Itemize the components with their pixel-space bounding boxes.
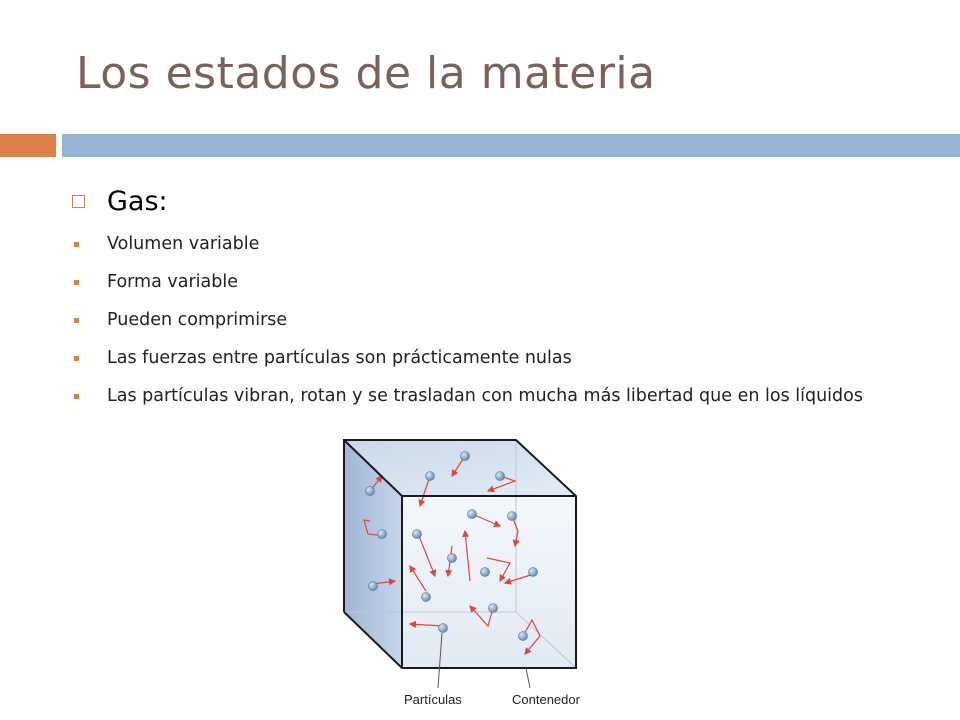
small-square-bullet-icon: [74, 242, 79, 247]
accent-bar-blue: [62, 134, 960, 157]
list-item: Forma variable: [74, 270, 864, 295]
section-heading: [72, 186, 168, 217]
container-label: Contenedor: [512, 692, 580, 707]
list-item: Volumen variable: [74, 232, 864, 257]
small-square-bullet-icon: [74, 394, 79, 399]
small-square-bullet-icon: [74, 356, 79, 361]
small-square-bullet-icon: [74, 280, 79, 285]
accent-bar-orange: [0, 134, 56, 157]
cube-diagram: [340, 436, 590, 716]
particles-label: Partículas: [404, 692, 462, 707]
container-leader-line: [526, 668, 530, 688]
heading-text: Gas:: [107, 186, 168, 217]
small-square-bullet-icon: [74, 318, 79, 323]
list-item: Pueden comprimirse: [74, 308, 864, 333]
gas-container-illustration: [340, 436, 590, 716]
list-item: Las fuerzas entre partículas son prácticamente nulas: [74, 346, 864, 371]
list-item: Las partículas vibran, rotan y se trasladan con mucha más libertad que en los líquidos: [74, 384, 864, 409]
bullet-list: [74, 232, 864, 422]
slide-title: Los estados de la materia: [76, 48, 656, 99]
square-bullet-icon: [72, 195, 85, 208]
